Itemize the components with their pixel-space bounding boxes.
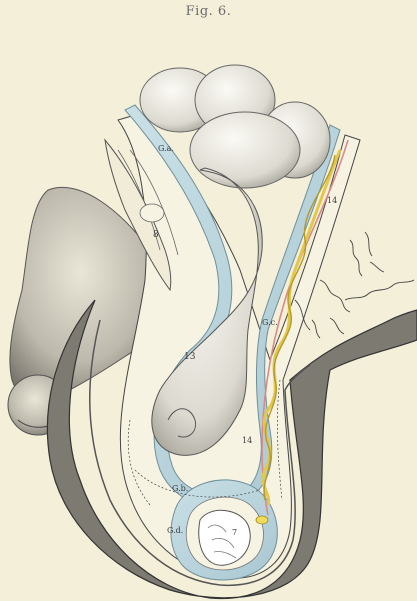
label-14-mid: 14 xyxy=(242,436,253,445)
label-gb: G.b. xyxy=(172,484,189,493)
label-gc: G.c. xyxy=(262,318,278,327)
label-8: 8 xyxy=(153,230,159,240)
figure-title: Fig. 6. xyxy=(185,4,232,19)
label-14-top: 14 xyxy=(327,196,338,205)
label-ga: G.a. xyxy=(158,144,174,153)
label-gd: G.d. xyxy=(167,526,184,535)
label-7: 7 xyxy=(232,528,238,537)
label-13: 13 xyxy=(184,352,196,362)
